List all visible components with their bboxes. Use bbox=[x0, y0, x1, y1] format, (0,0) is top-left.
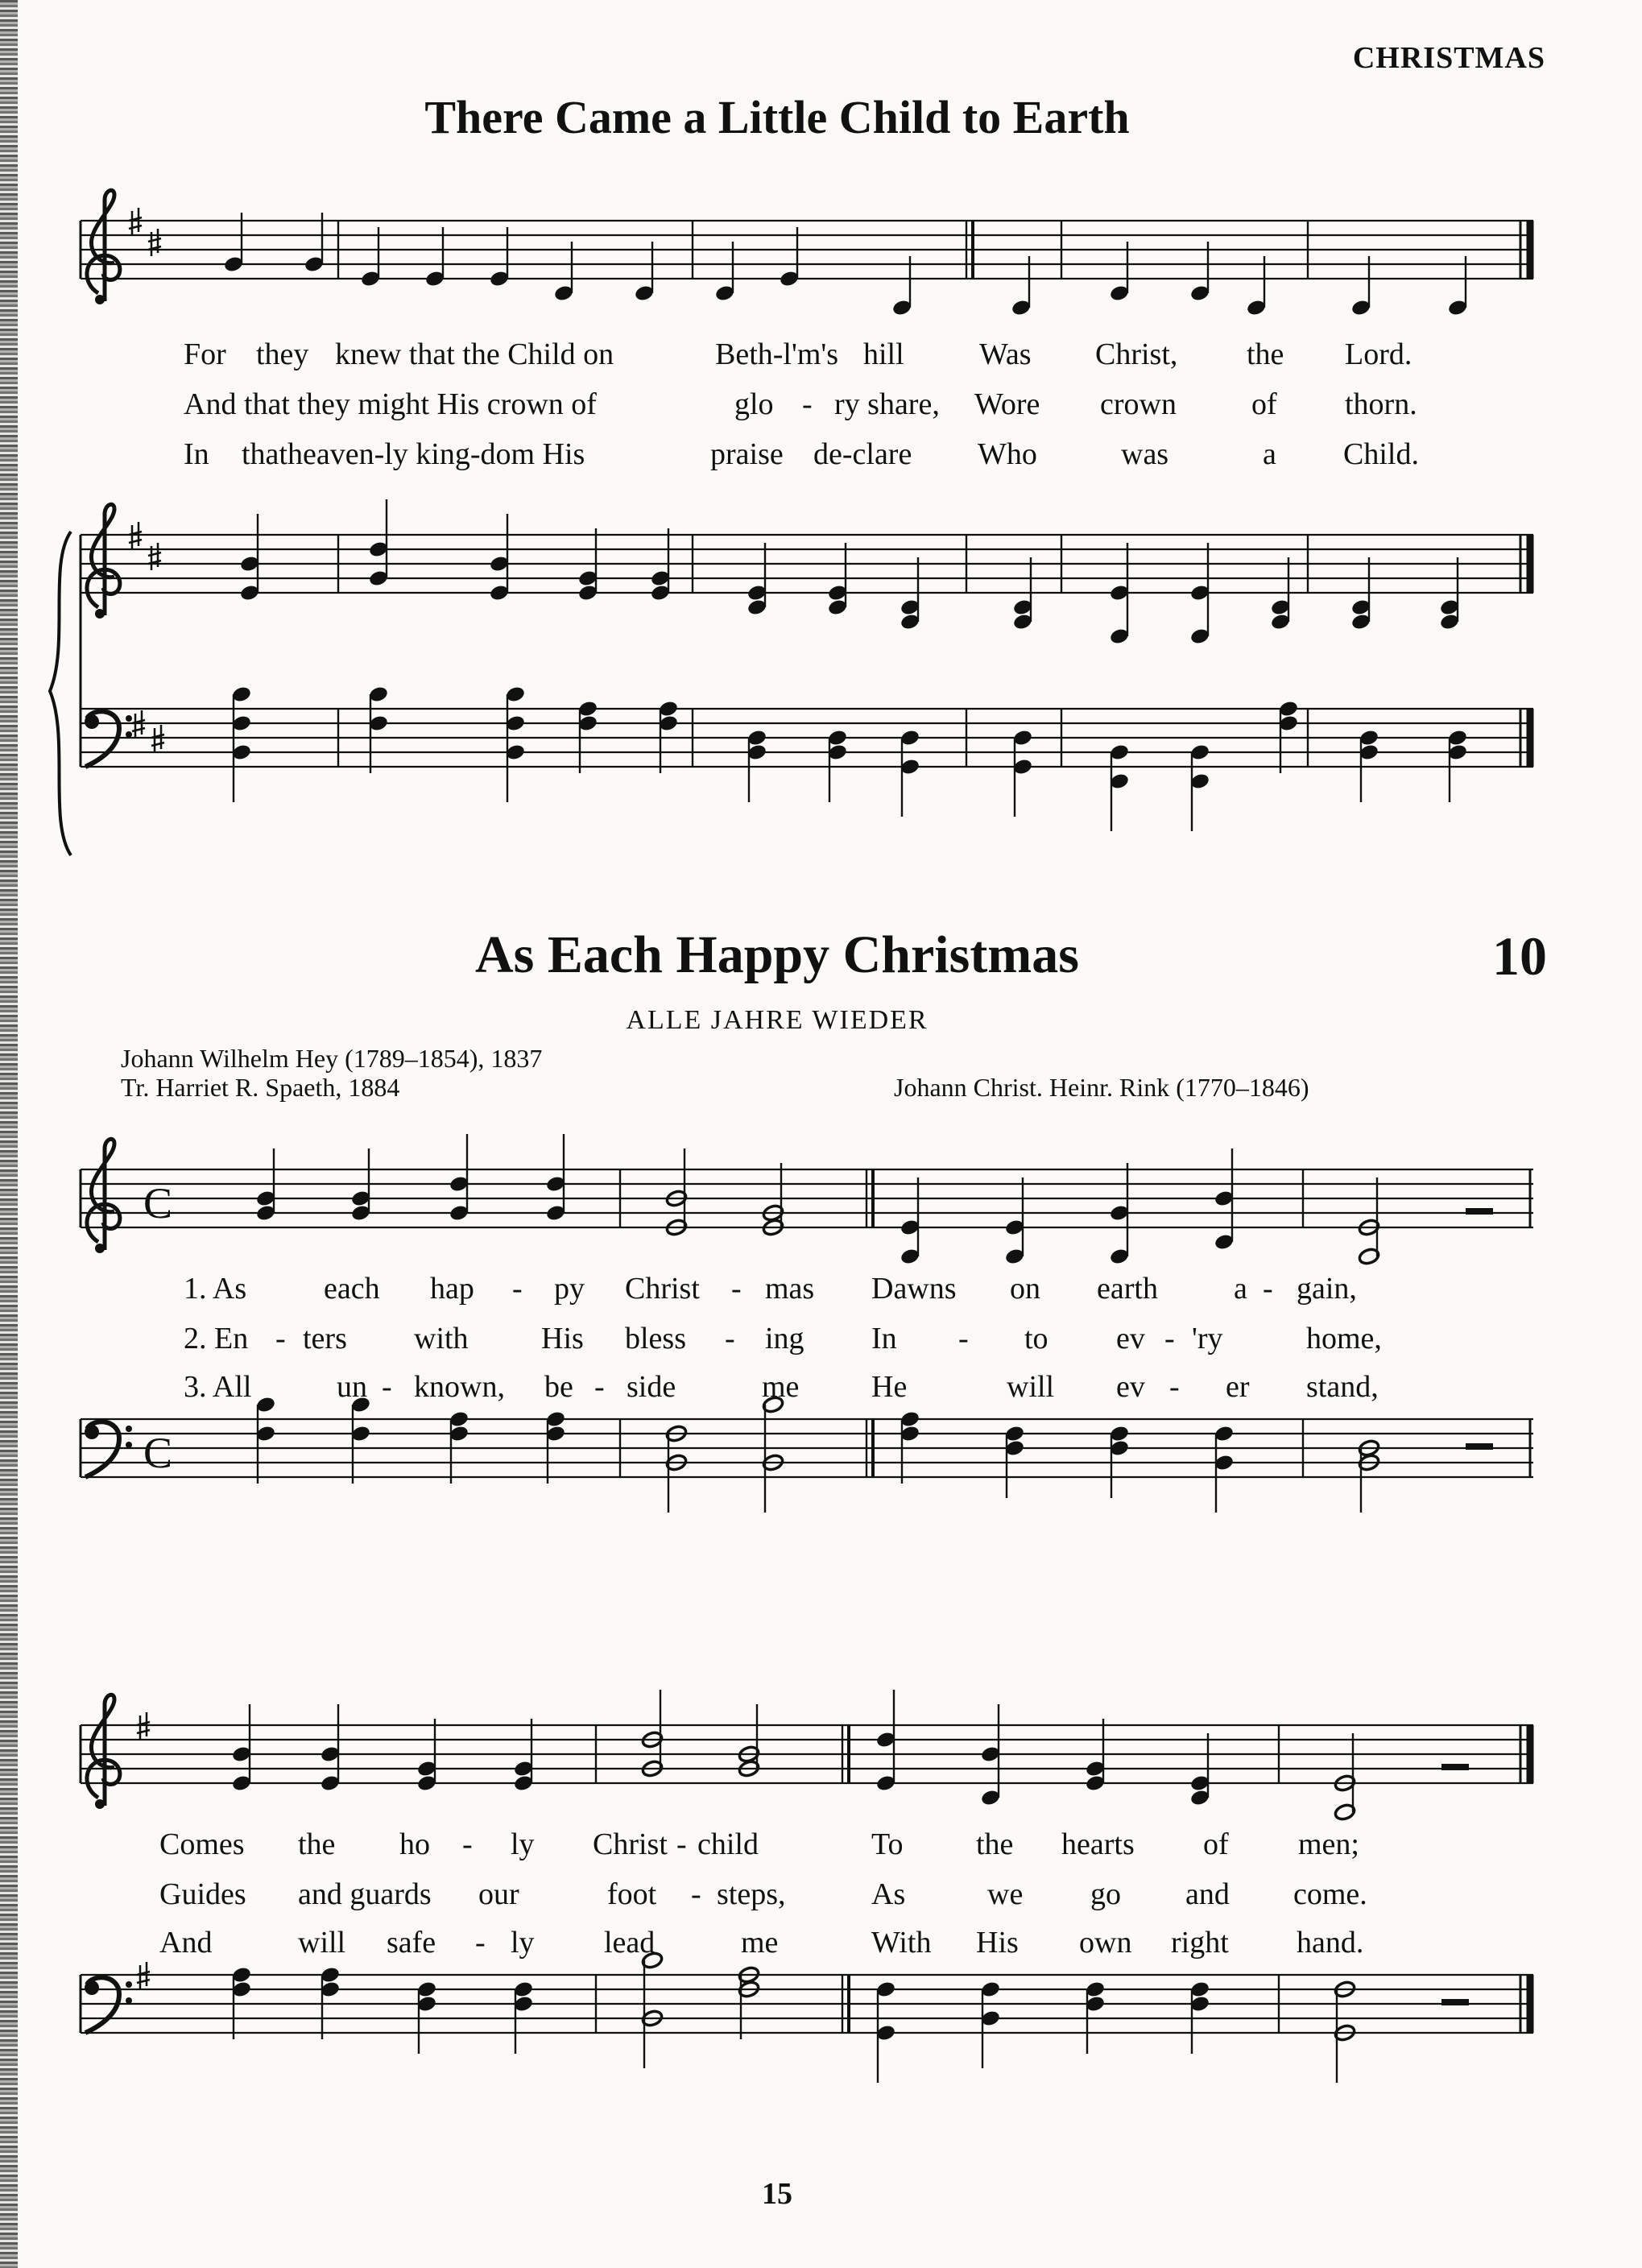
lyric: the bbox=[976, 1827, 1014, 1861]
lyric: steps, bbox=[717, 1877, 786, 1911]
lyric: our bbox=[478, 1877, 519, 1911]
lyric: - bbox=[731, 1272, 742, 1306]
hymn1-lyric-1i: Lord. bbox=[1345, 337, 1412, 371]
lyric: bless bbox=[625, 1322, 686, 1355]
lyric: Christ bbox=[625, 1272, 700, 1306]
lyric: 3. All bbox=[184, 1370, 252, 1404]
lyric: ly bbox=[511, 1827, 535, 1861]
lyric: py bbox=[554, 1272, 585, 1306]
hymn1-lyric-3b: thatheaven-ly king-dom His bbox=[242, 437, 585, 471]
lyric: - bbox=[275, 1322, 286, 1355]
lyric: 'ry bbox=[1192, 1322, 1223, 1355]
lyric: And bbox=[159, 1926, 213, 1960]
lyric: ters bbox=[303, 1322, 347, 1355]
lyric: As bbox=[871, 1877, 906, 1911]
hymn1-lyric-3h: Child. bbox=[1343, 437, 1419, 471]
lyric: with bbox=[414, 1322, 469, 1355]
hymn1-lyric-1f: Was bbox=[979, 337, 1032, 371]
author-credit: Johann Wilhelm Hey (1789–1854), 1837 bbox=[121, 1044, 543, 1073]
svg-text:C: C bbox=[143, 1429, 173, 1477]
lyric: - bbox=[958, 1322, 969, 1355]
section-label: CHRISTMAS bbox=[1352, 41, 1545, 75]
lyric: - bbox=[1164, 1322, 1175, 1355]
hymn1-lyric-2a: And that they might His crown of bbox=[184, 387, 597, 421]
lyric: be bbox=[544, 1370, 573, 1404]
lyric: home, bbox=[1306, 1322, 1382, 1355]
lyric: - bbox=[725, 1322, 735, 1355]
hymn2-treble-staff-2 bbox=[81, 1690, 1533, 1822]
hymn-number: 10 bbox=[1492, 925, 1547, 987]
hymn1-lyric-2d: ry share, bbox=[834, 387, 940, 421]
lyric: un bbox=[337, 1370, 367, 1404]
hymn1-melody-staff bbox=[81, 190, 1533, 317]
lyric: - bbox=[1263, 1272, 1273, 1306]
lyric: With bbox=[871, 1926, 932, 1960]
lyric: Christ bbox=[593, 1827, 668, 1861]
lyric: lead bbox=[604, 1926, 656, 1960]
hymn2-bass-staff-2 bbox=[81, 1951, 1533, 2083]
hymn-title-there-came: There Came a Little Child to Earth bbox=[424, 91, 1130, 143]
staff-systems bbox=[50, 190, 1533, 2083]
lyric: we bbox=[987, 1877, 1024, 1911]
lyric: To bbox=[871, 1827, 904, 1861]
hymn1-lyric-1e: hill bbox=[863, 337, 904, 371]
lyric: ev bbox=[1116, 1370, 1145, 1404]
lyric: - bbox=[1169, 1370, 1180, 1404]
lyric: 2. En bbox=[184, 1322, 249, 1355]
lyric: Dawns bbox=[871, 1272, 957, 1306]
lyric: and bbox=[1185, 1877, 1230, 1911]
lyric: His bbox=[541, 1322, 584, 1355]
lyric: - bbox=[382, 1370, 392, 1404]
lyric: - bbox=[475, 1926, 486, 1960]
lyric: to bbox=[1024, 1322, 1048, 1355]
hymn1-lyric-3d: de-clare bbox=[813, 437, 912, 471]
lyric: me bbox=[741, 1926, 779, 1960]
lyric: safe bbox=[387, 1926, 436, 1960]
hymn1-lyric-1d: Beth-l'm's bbox=[715, 337, 839, 371]
lyric: earth bbox=[1097, 1272, 1158, 1306]
lyric: on bbox=[1010, 1272, 1040, 1306]
lyric: er bbox=[1226, 1370, 1250, 1404]
lyric: the bbox=[298, 1827, 336, 1861]
lyric: and guards bbox=[298, 1877, 432, 1911]
lyric: In bbox=[871, 1322, 897, 1355]
translator-credit: Tr. Harriet R. Spaeth, 1884 bbox=[121, 1073, 400, 1102]
lyric: foot bbox=[607, 1877, 657, 1911]
lyric: me bbox=[762, 1370, 800, 1404]
hymn2-bass-staff-1 bbox=[81, 1395, 1533, 1513]
lyric: of bbox=[1203, 1827, 1229, 1861]
lyric: ho bbox=[399, 1827, 430, 1861]
hymn1-lyric-1c: knew that the Child on bbox=[335, 337, 614, 371]
lyric: will bbox=[1007, 1370, 1055, 1404]
hymn1-lyric-2h: thorn. bbox=[1345, 387, 1417, 421]
lyric: gain, bbox=[1297, 1272, 1357, 1306]
lyric: - bbox=[594, 1370, 605, 1404]
lyric: His bbox=[976, 1926, 1019, 1960]
lyric: mas bbox=[765, 1272, 815, 1306]
hymn1-lyric-3c: praise bbox=[710, 437, 784, 471]
lyric: hap bbox=[430, 1272, 474, 1306]
lyric: each bbox=[324, 1272, 380, 1306]
lyric: stand, bbox=[1306, 1370, 1379, 1404]
lyric: own bbox=[1079, 1926, 1132, 1960]
lyric: a bbox=[1234, 1272, 1247, 1306]
lyric: ly bbox=[511, 1926, 535, 1960]
lyric: child bbox=[697, 1827, 759, 1861]
lyric: Comes bbox=[159, 1827, 245, 1861]
hymn1-lyric-3a: In bbox=[184, 437, 209, 471]
hymn1-lyric-3e: Who bbox=[978, 437, 1037, 471]
hymn1-piano-treble-staff bbox=[81, 499, 1533, 645]
hymn1-lyric-1b: they bbox=[256, 337, 309, 371]
lyric: ing bbox=[765, 1322, 804, 1355]
hymn1-lyric-1a: For bbox=[184, 337, 226, 371]
svg-text:C: C bbox=[143, 1179, 173, 1227]
lyric: He bbox=[871, 1370, 908, 1404]
lyric: known, bbox=[414, 1370, 505, 1404]
lyric: come. bbox=[1293, 1877, 1367, 1911]
lyric: hearts bbox=[1061, 1827, 1135, 1861]
hymn-title-as-each-happy-christmas: As Each Happy Christmas bbox=[475, 925, 1079, 984]
hymn1-lyric-2g: of bbox=[1251, 387, 1277, 421]
lyric: go bbox=[1090, 1877, 1121, 1911]
lyric: 1. As bbox=[184, 1272, 247, 1306]
hymn1-lyric-3f: was bbox=[1121, 437, 1169, 471]
hymn1-lyric-2c: - bbox=[802, 387, 813, 421]
lyric: men; bbox=[1298, 1827, 1359, 1861]
hymn2-treble-staff-1 bbox=[81, 1134, 1533, 1266]
lyric: will bbox=[298, 1926, 346, 1960]
hymn1-piano-bass-staff bbox=[50, 532, 1533, 855]
hymn1-lyric-2f: crown bbox=[1100, 387, 1177, 421]
lyric: ev bbox=[1116, 1322, 1145, 1355]
lyric: - bbox=[676, 1827, 687, 1861]
lyric: right bbox=[1171, 1926, 1229, 1960]
tune-name: ALLE JAHRE WIEDER bbox=[626, 1005, 929, 1035]
lyric: Guides bbox=[159, 1877, 246, 1911]
hymn1-lyric-2b: glo bbox=[734, 387, 774, 421]
hymn1-lyric-1g: Christ, bbox=[1095, 337, 1178, 371]
page-number: 15 bbox=[762, 2177, 792, 2211]
hymn1-lyric-2e: Wore bbox=[974, 387, 1040, 421]
composer-credit: Johann Christ. Heinr. Rink (1770–1846) bbox=[894, 1073, 1309, 1102]
lyric: hand. bbox=[1297, 1926, 1364, 1960]
lyric: - bbox=[512, 1272, 523, 1306]
lyric: side bbox=[627, 1370, 676, 1404]
lyric: - bbox=[691, 1877, 701, 1911]
hymn1-lyric-1h: the bbox=[1247, 337, 1284, 371]
lyric: - bbox=[462, 1827, 473, 1861]
hymn1-lyric-3g: a bbox=[1263, 437, 1276, 471]
